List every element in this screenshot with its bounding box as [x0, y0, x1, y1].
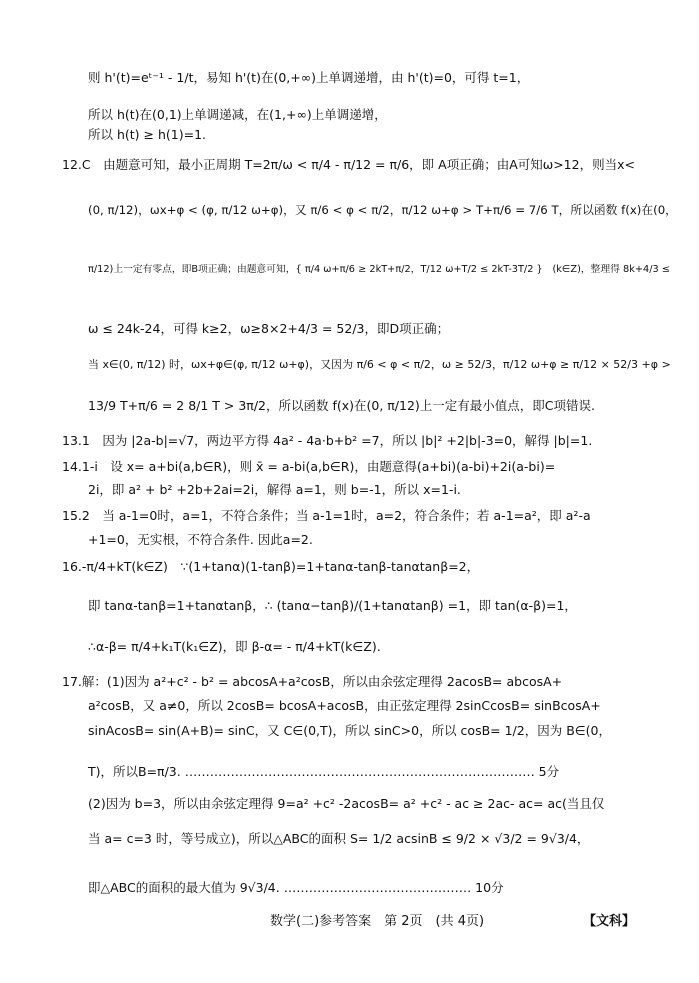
text-line: 即△ABC的面积的最大值为 9√3/4. ……………………………………… 10分: [88, 880, 504, 895]
text-line: (0, π/12)，ωx+φ < (φ, π/12 ω+φ)，又 π/6 < φ < π/2，π/12 ω+φ > T+π/6 = 7/6 T，所以函数 f(x)在(0，: [88, 203, 677, 217]
text-line: a²cosB，又 a≠0，所以 2cosB= bcosA+acosB，由正弦定理得 2sinCcosB= sinBcosA+: [88, 698, 601, 713]
text-line: π/12)上一定有零点，即B项正确；由题意可知，{ π/4 ω+π/6 ≥ 2kT+π/2，T/12 ω+T/2 ≤ 2kT-3T/2 } (k∈Z)，整理得 8k+4/3 ≤: [88, 264, 670, 275]
text-line: sinAcosB= sin(A+B)= sinC，又 C∈(0,T)，所以 sinC>0，所以 cosB= 1/2，因为 B∈(0，: [88, 723, 611, 738]
text-line: 13/9 T+π/6 = 2 8/1 T > 3π/2，所以函数 f(x)在(0, π/12)上一定有最小值点，即C项错误.: [88, 398, 596, 413]
text-line: +1=0，无实根，不符合条件. 因此a=2.: [88, 532, 313, 547]
text-line: 14.1-i 设 x= a+bi(a,b∈R)，则 x̄ = a-bi(a,b∈R)，由题意得(a+bi)(a-bi)+2i(a-bi)=: [62, 459, 556, 474]
text-line: 16.-π/4+kT(k∈Z) ∵(1+tanα)(1-tanβ)=1+tanα-tanβ-tanαtanβ=2，: [62, 559, 480, 574]
text-line: 2i，即 a² + b² +2b+2ai=2i，解得 a=1，则 b=-1，所以 x=1-i.: [88, 482, 461, 497]
text-line: 则 h'(t)=eᵗ⁻¹ - 1/t，易知 h'(t)在(0,+∞)上单调递增，由 h'(t)=0，可得 t=1，: [88, 70, 530, 85]
subject-tag: 【文科】: [583, 914, 636, 929]
text-line: 即 tanα-tanβ=1+tanαtanβ，∴ (tanα−tanβ)/(1+tanαtanβ) =1，即 tan(α-β)=1，: [88, 598, 577, 613]
text-line: 当 x∈(0, π/12) 时，ωx+φ∈(φ, π/12 ω+φ)，又因为 π/6 < φ < π/2，ω ≥ 52/3，π/12 ω+φ ≥ π/12 × 52/3 +φ >: [88, 358, 671, 371]
page-footer: 数学(二)参考答案 第 2页 (共 4页): [270, 914, 485, 929]
text-line: ∴α-β= π/4+k₁T(k₁∈Z)，即 β-α= - π/4+kT(k∈Z).: [88, 639, 381, 654]
text-line: ω ≤ 24k-24，可得 k≥2，ω≥8×2+4/3 = 52/3，即D项正确；: [88, 321, 450, 336]
text-line: 17.解：(1)因为 a²+c² - b² = abcosA+a²cosB，所以由余弦定理得 2acosB= abcosA+: [62, 674, 563, 689]
text-line: 当 a= c=3 时，等号成立)，所以△ABC的面积 S= 1/2 acsinB ≤ 9/2 × √3/2 = 9√3/4，: [88, 831, 590, 846]
text-line: 15.2 当 a-1=0时，a=1，不符合条件；当 a-1=1时，a=2，符合条件；若 a-1=a²，即 a²-a: [62, 508, 591, 523]
text-line: 所以 h(t)在(0,1)上单调递减，在(1,+∞)上单调递增，: [88, 107, 387, 122]
text-line: (2)因为 b=3，所以由余弦定理得 9=a² +c² -2acosB= a² +c² - ac ≥ 2ac- ac= ac(当且仅: [88, 796, 605, 811]
text-line: T)，所以B=π/3. ………………………………………………………………………… 5分: [88, 764, 560, 779]
text-line: 12.C 由题意可知，最小正周期 T=2π/ω < π/4 - π/12 = π/6，即 A项正确；由A可知ω>12，则当x<: [62, 157, 635, 172]
text-line: 13.1 因为 |2a-b|=√7，两边平方得 4a² - 4a·b+b² =7，所以 |b|² +2|b|-3=0，解得 |b|=1.: [62, 433, 593, 448]
text-line: 所以 h(t) ≥ h(1)=1.: [88, 127, 206, 142]
